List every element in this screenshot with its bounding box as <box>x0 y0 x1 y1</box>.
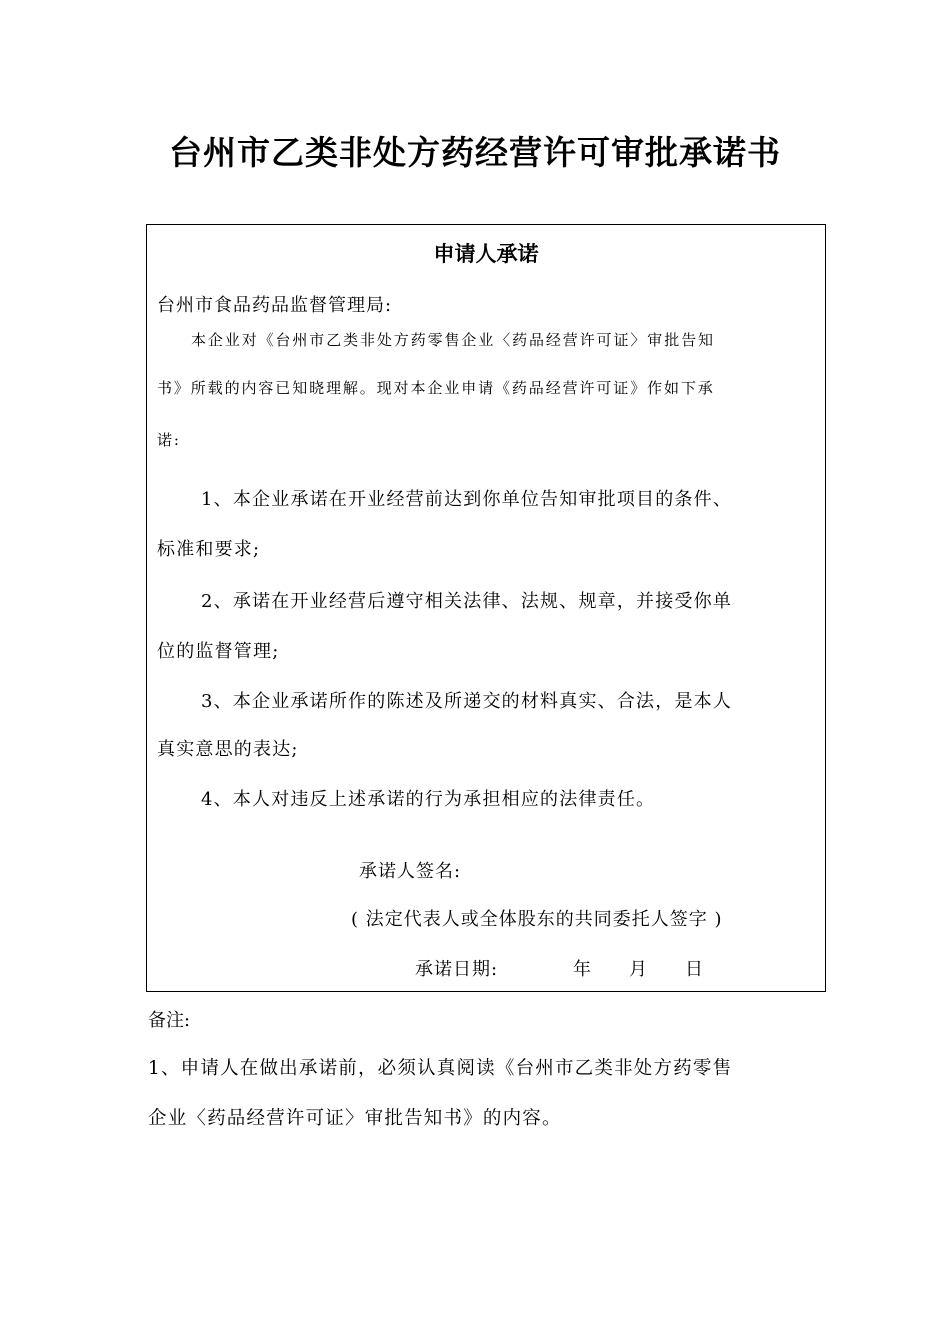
commitment-item-3-line-1: 3、本企业承诺所作的陈述及所递交的材料真实、合法，是本人 <box>201 691 733 712</box>
remarks-line-2: 企业〈药品经营许可证〉审批告知书》的内容。 <box>148 1108 562 1129</box>
commitment-heading: 申请人承诺 <box>433 242 539 266</box>
date-month: 月 <box>629 959 648 980</box>
commitment-item-2-line-2: 位的监督管理; <box>157 641 280 662</box>
document-title: 台州市乙类非处方药经营许可审批承诺书 <box>169 133 781 172</box>
commitment-item-1-line-1: 1、本企业承诺在开业经营前达到你单位告知审批项目的条件、 <box>201 489 733 510</box>
commitment-item-2-line-1: 2、承诺在开业经营后遵守相关法律、法规、规章，并接受你单 <box>201 591 733 612</box>
remarks-label: 备注: <box>148 1010 191 1031</box>
intro-line-3: 诺: <box>157 431 181 449</box>
date-label: 承诺日期: <box>415 959 499 980</box>
commitment-item-4-line-1: 4、本人对违反上述承诺的行为承担相应的法律责任。 <box>201 789 656 810</box>
intro-line-2: 书》所载的内容已知晓理解。现对本企业申请《药品经营许可证》作如下承 <box>157 379 715 397</box>
signature-note: ( 法定代表人或全体股东的共同委托人签字 ) <box>351 909 723 930</box>
commitment-box <box>146 224 826 992</box>
remarks-line-1: 1、申请人在做出承诺前，必须认真阅读《台州市乙类非处方药零售 <box>148 1058 733 1079</box>
addressee: 台州市食品药品监督管理局: <box>157 295 393 316</box>
commitment-item-3-line-2: 真实意思的表达; <box>157 739 299 760</box>
commitment-item-1-line-2: 标准和要求; <box>157 539 261 560</box>
signature-label: 承诺人签名: <box>359 861 462 882</box>
date-day: 日 <box>685 959 704 980</box>
date-year: 年 <box>573 959 592 980</box>
intro-line-1: 本企业对《台州市乙类非处方药零售企业〈药品经营许可证〉审批告知 <box>191 331 715 349</box>
